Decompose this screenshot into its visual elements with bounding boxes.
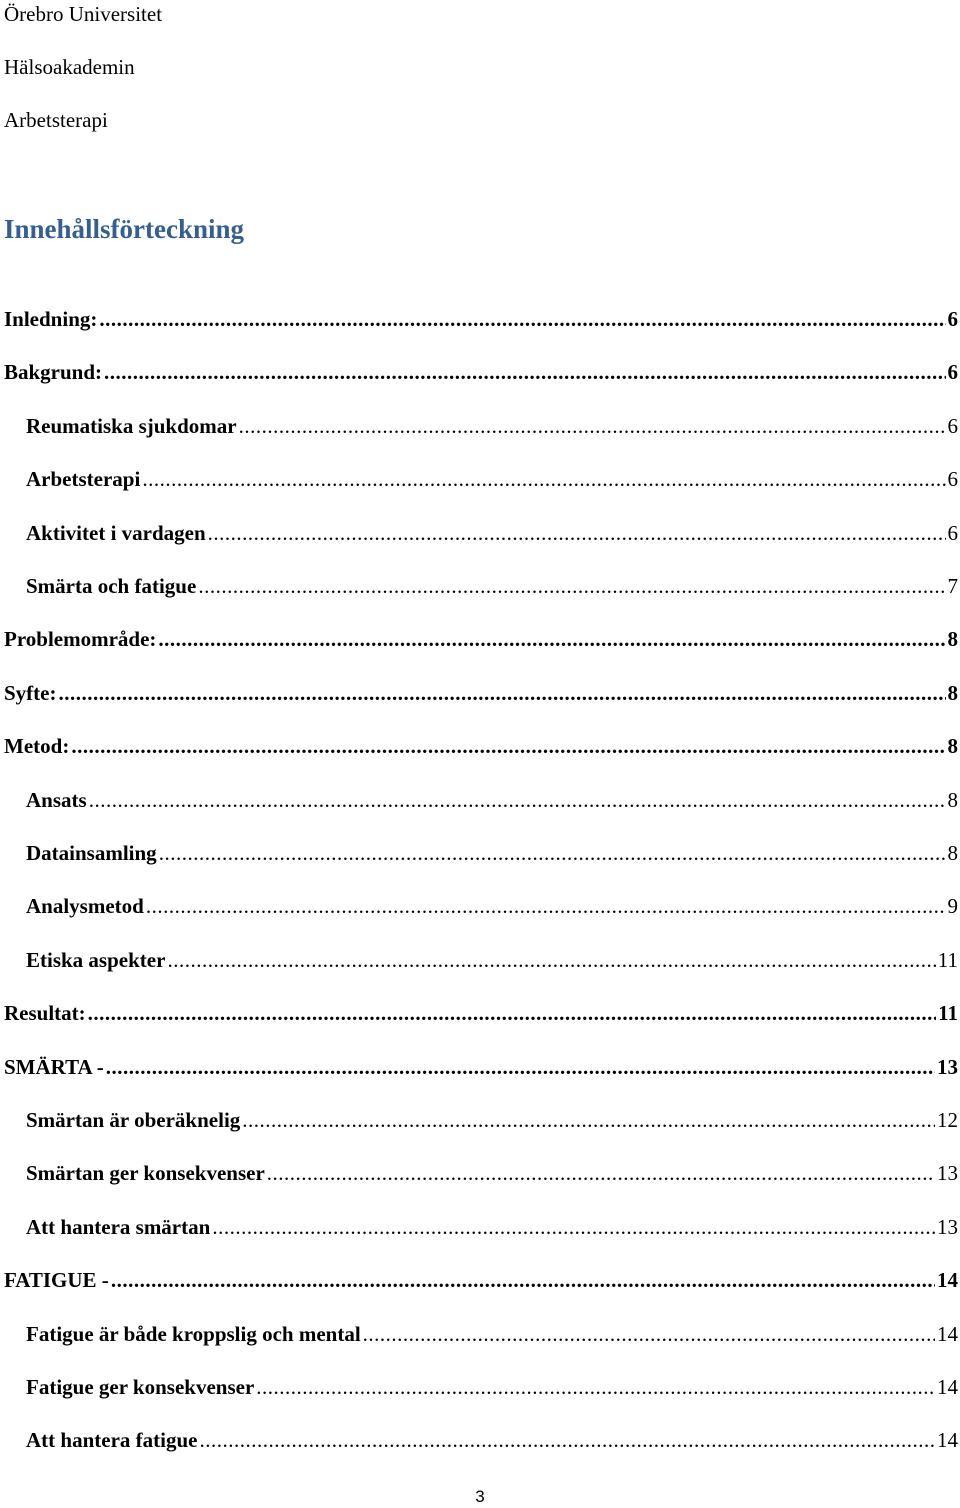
toc-entry-title: Etiska aspekter xyxy=(26,947,166,972)
toc-entry[interactable] xyxy=(26,785,958,815)
toc-entry-page: 14 xyxy=(937,1321,958,1346)
toc-entry-page: 8 xyxy=(947,680,958,705)
toc-entry-title: Fatigue ger konsekvenser xyxy=(26,1375,255,1399)
toc-dot-leader xyxy=(104,357,945,387)
toc-entry-title: Reumatiska sjukdomar xyxy=(26,413,237,438)
toc-entry-title: Inledning: xyxy=(4,307,98,331)
toc-entry[interactable] xyxy=(4,304,958,334)
toc-heading: Innehållsförteckning xyxy=(4,214,245,244)
toc-dot-leader xyxy=(267,1158,935,1188)
toc-entry[interactable] xyxy=(26,945,958,975)
page-number: 3 xyxy=(475,1487,485,1506)
toc-dot-leader xyxy=(239,411,946,441)
toc-dot-leader xyxy=(242,1105,935,1135)
toc-entry-title: Att hantera fatigue xyxy=(26,1428,198,1453)
toc-entry-title: SMÄRTA - xyxy=(4,1054,104,1079)
toc-entry-page: 13 xyxy=(937,1161,958,1186)
university-name: Örebro Universitet xyxy=(4,2,163,26)
toc-entry-page: 6 xyxy=(947,307,958,331)
toc-entry-title: Problemområde: xyxy=(4,627,157,652)
toc-entry-page: 11 xyxy=(937,947,958,972)
toc-dot-leader xyxy=(167,945,935,975)
toc-entry[interactable] xyxy=(4,1265,958,1295)
toc-dot-leader xyxy=(142,464,945,494)
toc-entry-title: Arbetsterapi xyxy=(26,467,141,492)
toc-entry[interactable] xyxy=(4,678,958,708)
toc-entry[interactable] xyxy=(26,838,958,868)
toc-dot-leader xyxy=(208,518,946,548)
toc-entry[interactable] xyxy=(4,624,958,654)
toc-entry[interactable] xyxy=(26,1425,958,1455)
toc-entry[interactable] xyxy=(26,571,958,601)
toc-entry-page: 8 xyxy=(947,627,958,652)
toc-dot-leader xyxy=(198,571,945,601)
toc-entry[interactable] xyxy=(4,731,958,761)
toc-entry[interactable] xyxy=(26,411,958,441)
toc-dot-leader xyxy=(158,624,945,654)
toc-entry-page: 13 xyxy=(937,1214,958,1239)
toc-entry-title: Datainsamling xyxy=(26,841,157,865)
toc-entry-page: 8 xyxy=(947,787,958,812)
toc-entry[interactable] xyxy=(26,464,958,494)
toc-dot-leader xyxy=(71,731,945,761)
toc-entry-title: Fatigue är både kroppslig och mental xyxy=(26,1321,361,1346)
toc-entry-title: Smärta och fatigue xyxy=(26,574,197,598)
toc-entry-title: Resultat: xyxy=(4,1001,86,1026)
toc-entry-page: 7 xyxy=(947,574,958,598)
toc-entry[interactable] xyxy=(26,518,958,548)
toc-dot-leader xyxy=(89,785,946,815)
toc-dot-leader xyxy=(99,304,945,334)
toc-entry-page: 14 xyxy=(937,1428,958,1453)
toc-entry-page: 9 xyxy=(947,894,958,919)
toc-entry-title: Syfte: xyxy=(4,680,57,705)
toc-entry-title: Analysmetod xyxy=(26,894,144,919)
toc-dot-leader xyxy=(58,678,945,708)
toc-entry[interactable] xyxy=(4,357,958,387)
toc-entry[interactable] xyxy=(26,1105,958,1135)
toc-dot-leader xyxy=(106,1052,935,1082)
toc-dot-leader xyxy=(111,1265,935,1295)
toc-entry-title: Aktivitet i vardagen xyxy=(26,520,206,545)
program-name: Arbetsterapi xyxy=(4,108,108,132)
academy-name: Hälsoakademin xyxy=(4,55,135,79)
toc-entry[interactable] xyxy=(4,998,958,1028)
toc-entry[interactable] xyxy=(4,1052,958,1082)
toc-entry[interactable] xyxy=(26,891,958,921)
toc-entry-page: 6 xyxy=(947,413,958,438)
toc-entry-title: Ansats xyxy=(26,787,87,812)
toc-entry-page: 6 xyxy=(947,520,958,545)
toc-entry-title: Bakgrund: xyxy=(4,360,103,385)
toc-dot-leader xyxy=(199,1425,935,1455)
toc-entry[interactable] xyxy=(26,1372,958,1402)
toc-entry-page: 12 xyxy=(937,1108,958,1132)
toc-entry-page: 14 xyxy=(937,1375,958,1399)
toc-entry-page: 8 xyxy=(947,841,958,865)
toc-entry-page: 13 xyxy=(937,1054,958,1079)
toc-entry-title: Smärtan ger konsekvenser xyxy=(26,1161,265,1186)
toc-entry-title: FATIGUE - xyxy=(4,1268,109,1293)
toc-entry[interactable] xyxy=(26,1212,958,1242)
toc-entry[interactable] xyxy=(26,1158,958,1188)
toc-entry-page: 14 xyxy=(937,1268,958,1293)
toc-entry[interactable] xyxy=(26,1319,958,1349)
toc-dot-leader xyxy=(146,891,946,921)
toc-entry-page: 8 xyxy=(947,734,958,759)
toc-dot-leader xyxy=(212,1212,935,1242)
toc-dot-leader xyxy=(88,998,937,1028)
toc-dot-leader xyxy=(159,838,946,868)
toc-entry-page: 11 xyxy=(938,1001,958,1026)
toc-dot-leader xyxy=(363,1319,935,1349)
toc-dot-leader xyxy=(256,1372,935,1402)
toc-entry-title: Smärtan är oberäknelig xyxy=(26,1108,241,1132)
toc-entry-title: Att hantera smärtan xyxy=(26,1214,211,1239)
toc-entry-page: 6 xyxy=(947,360,958,385)
toc-entry-page: 6 xyxy=(947,467,958,492)
toc-entry-title: Metod: xyxy=(4,734,70,759)
